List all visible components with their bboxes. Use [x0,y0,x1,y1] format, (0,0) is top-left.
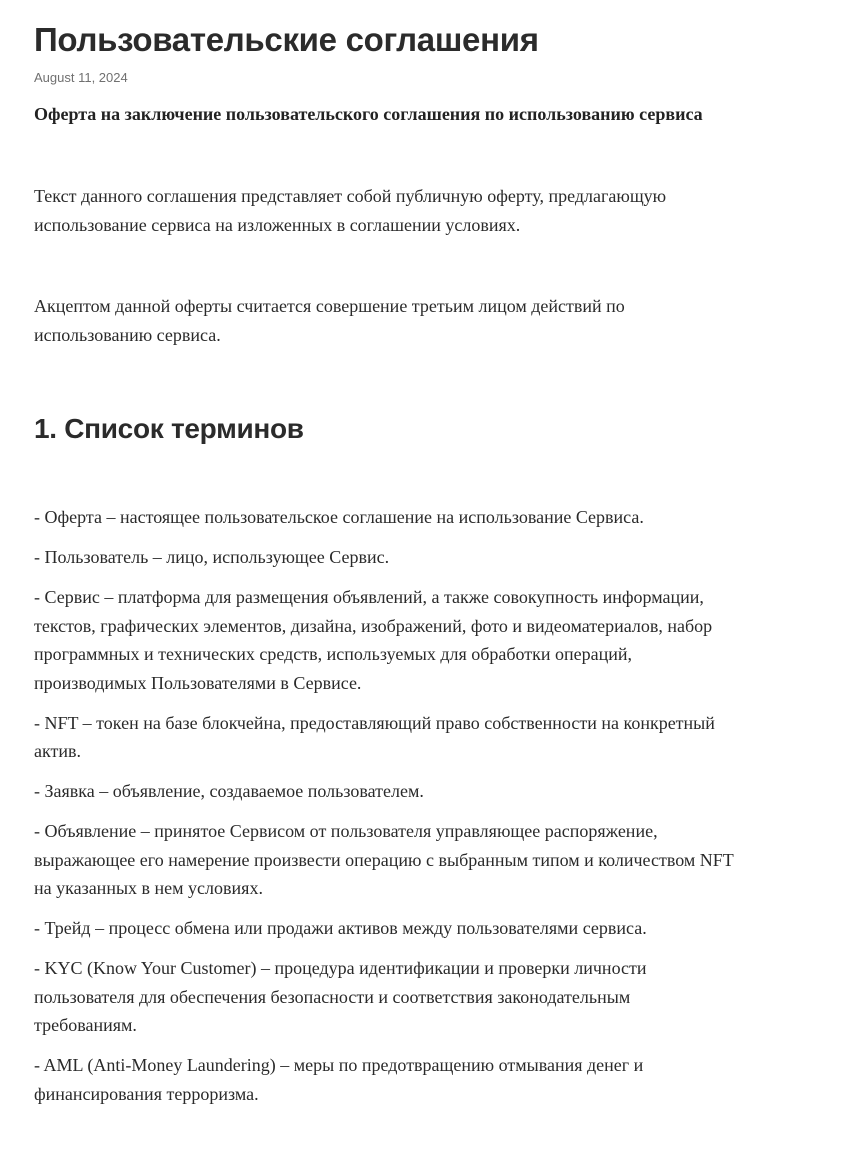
term-aml: - AML (Anti-Money Laundering) – меры по предотвращению отмывания денег и финансирования терроризма. [34,1055,644,1104]
article [34,0,734,1120]
term-offer: - Оферта – настоящее пользовательское соглашение на использование Сервиса. [34,507,644,527]
section-heading-terms: 1. Список терминов [34,413,304,444]
page-title: Пользовательские соглашения [34,21,539,58]
term-user: - Пользователь – лицо, использующее Сервис. [34,547,390,567]
term-service: - Сервис – платформа для размещения объявлений, а также совокупность информации, текстов, графических элементов, дизайна, изображений, фото и видеоматериалов, набор программных и технических средств, используемых для обработки операций, производимых Пользователями в Сервисе. [34,587,713,693]
terms-list [34,503,734,1108]
term-nft: - NFT – токен на базе блокчейна, предоставляющий право собственности на конкретный актив. [34,712,715,761]
term-request: - Заявка – объявление, создаваемое пользователем. [34,781,424,801]
publish-date: August 11, 2024 [34,70,128,85]
term-listing: - Объявление – принятое Сервисом от пользователя управляющее распоряжение, выражающее его намерение произвести операцию с выбранным типом и количеством NFT на указанных в нем условиях. [34,821,734,898]
article-subtitle: Оферта на заключение пользовательского соглашения по использованию сервиса [34,104,703,124]
term-trade: - Трейд – процесс обмена или продажи активов между пользователями сервиса. [34,918,647,938]
acceptance-paragraph: Акцептом данной оферты считается совершение третьим лицом действий по использованию сервиса. [34,296,625,345]
intro-paragraph: Текст данного соглашения представляет собой публичную оферту, предлагающую использование сервиса на изложенных в соглашении условиях. [34,186,667,235]
term-kyc: - KYC (Know Your Customer) – процедура идентификации и проверки личности пользователя для обеспечения безопасности и соответствия законодательным требованиям. [34,958,647,1035]
